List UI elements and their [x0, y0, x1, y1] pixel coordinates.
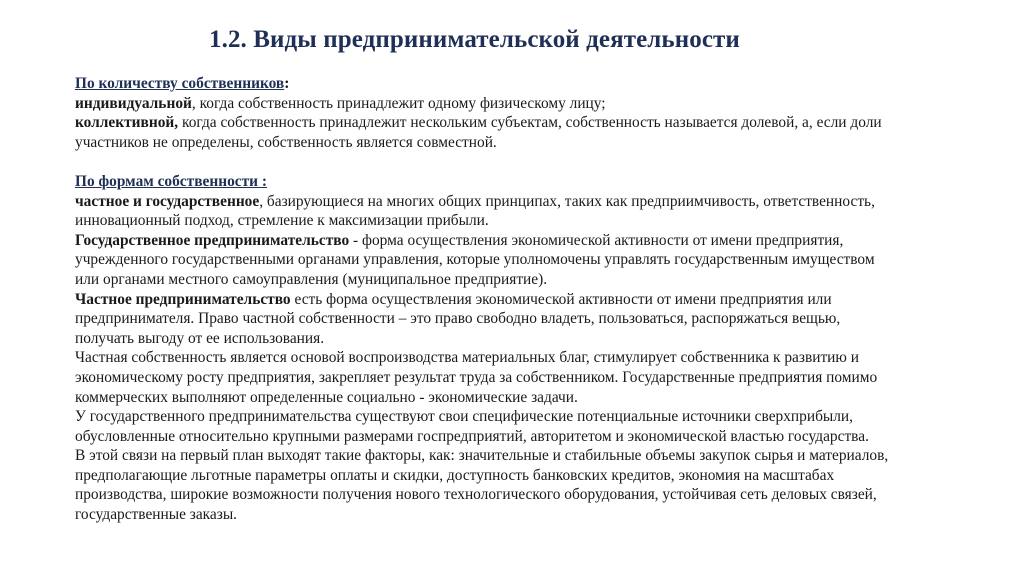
text-line — [75, 329, 995, 349]
spacer — [75, 152, 995, 172]
section-heading-owners — [75, 74, 995, 94]
text-line — [75, 427, 995, 447]
line-text: или органами местного самоуправления (муниципальное предприятие). — [75, 270, 548, 288]
text-line — [75, 368, 995, 388]
line-text: когда собственность принадлежит нескольким субъектам, собственность называется долевой, а, если доли — [178, 114, 882, 132]
page-title: 1.2. Виды предпринимательской деятельности — [209, 26, 740, 53]
text-line — [75, 94, 995, 114]
heading-colon: : — [261, 172, 268, 190]
text-line — [75, 133, 995, 153]
line-text: , базирующиеся на многих общих принципах, таких как предприимчивость, ответственность, — [259, 192, 875, 210]
section-heading-ownership-forms — [75, 172, 995, 192]
line-text: получать выгоду от ее использования. — [75, 329, 325, 347]
text-line — [75, 250, 995, 270]
text-line — [75, 192, 995, 212]
line-text: государственные заказы. — [75, 506, 238, 524]
line-text: экономическому росту предприятия, закрепляет результат труда за собственником. Государственные предприятия помимо — [75, 368, 878, 386]
line-text: предполагающие льготные параметры оплаты и скидки, доступность банковских кредитов, экономия на масштабах — [75, 466, 835, 484]
text-line — [75, 231, 995, 251]
bold-term: индивидуальной — [75, 94, 192, 112]
line-text: Частная собственность является основой воспроизводства материальных благ, стимулирует собственника к развитию и — [75, 349, 859, 367]
line-text: обусловленные относительно крупными размерами госпредприятий, авторитетом и экономической властью государства. — [75, 427, 869, 445]
text-line — [75, 290, 995, 310]
text-line — [75, 466, 995, 486]
line-text: инновационный подход, стремление к максимизации прибыли. — [75, 212, 489, 230]
line-text: , когда собственность принадлежит одному физическому лицу; — [191, 94, 606, 112]
line-text: предпринимателя. Право частной собственности – это право свободно владеть, пользоваться, распоряжаться вещью, — [75, 310, 841, 328]
text-line — [75, 407, 995, 427]
text-line — [75, 348, 995, 368]
bold-term: частное и государственное — [75, 192, 260, 210]
bold-term: коллективной, — [75, 114, 179, 132]
text-line — [75, 485, 995, 505]
line-text: У государственного предпринимательства существуют свои специфические потенциальные источники сверхприбыли, — [75, 408, 854, 426]
heading-colon: : — [284, 75, 290, 92]
section-heading-text: По количеству собственников — [75, 75, 285, 92]
line-text: производства, широкие возможности получения нового технологического оборудования, устойчивая сеть деловых связей, — [75, 486, 877, 504]
line-text: участников не определены, собственность является совместной. — [75, 133, 497, 151]
text-line — [75, 309, 995, 329]
slide-content — [75, 74, 995, 525]
line-text: учрежденного государственными органами управления, которые уполномочены управлять государственным имуществом — [75, 251, 875, 269]
section-heading-text: По формам собственности — [75, 172, 262, 190]
text-line — [75, 211, 995, 231]
text-line — [75, 446, 995, 466]
text-line — [75, 388, 995, 408]
bold-term: Частное предпринимательство — [75, 290, 291, 308]
line-text: - форма осуществления экономической активности от имени предприятия, — [349, 231, 844, 249]
line-text: коммерческих выполняют определенные социально - экономические задачи. — [75, 388, 578, 406]
text-line — [75, 270, 995, 290]
line-text: есть форма осуществления экономической активности от имени предприятия или — [290, 290, 832, 308]
bold-term: Государственное предпринимательство — [75, 231, 350, 249]
text-line — [75, 113, 995, 133]
text-line — [75, 505, 995, 525]
line-text: В этой связи на первый план выходят такие факторы, как: значительные и стабильные объемы закупок сырья и материалов, — [75, 447, 889, 465]
